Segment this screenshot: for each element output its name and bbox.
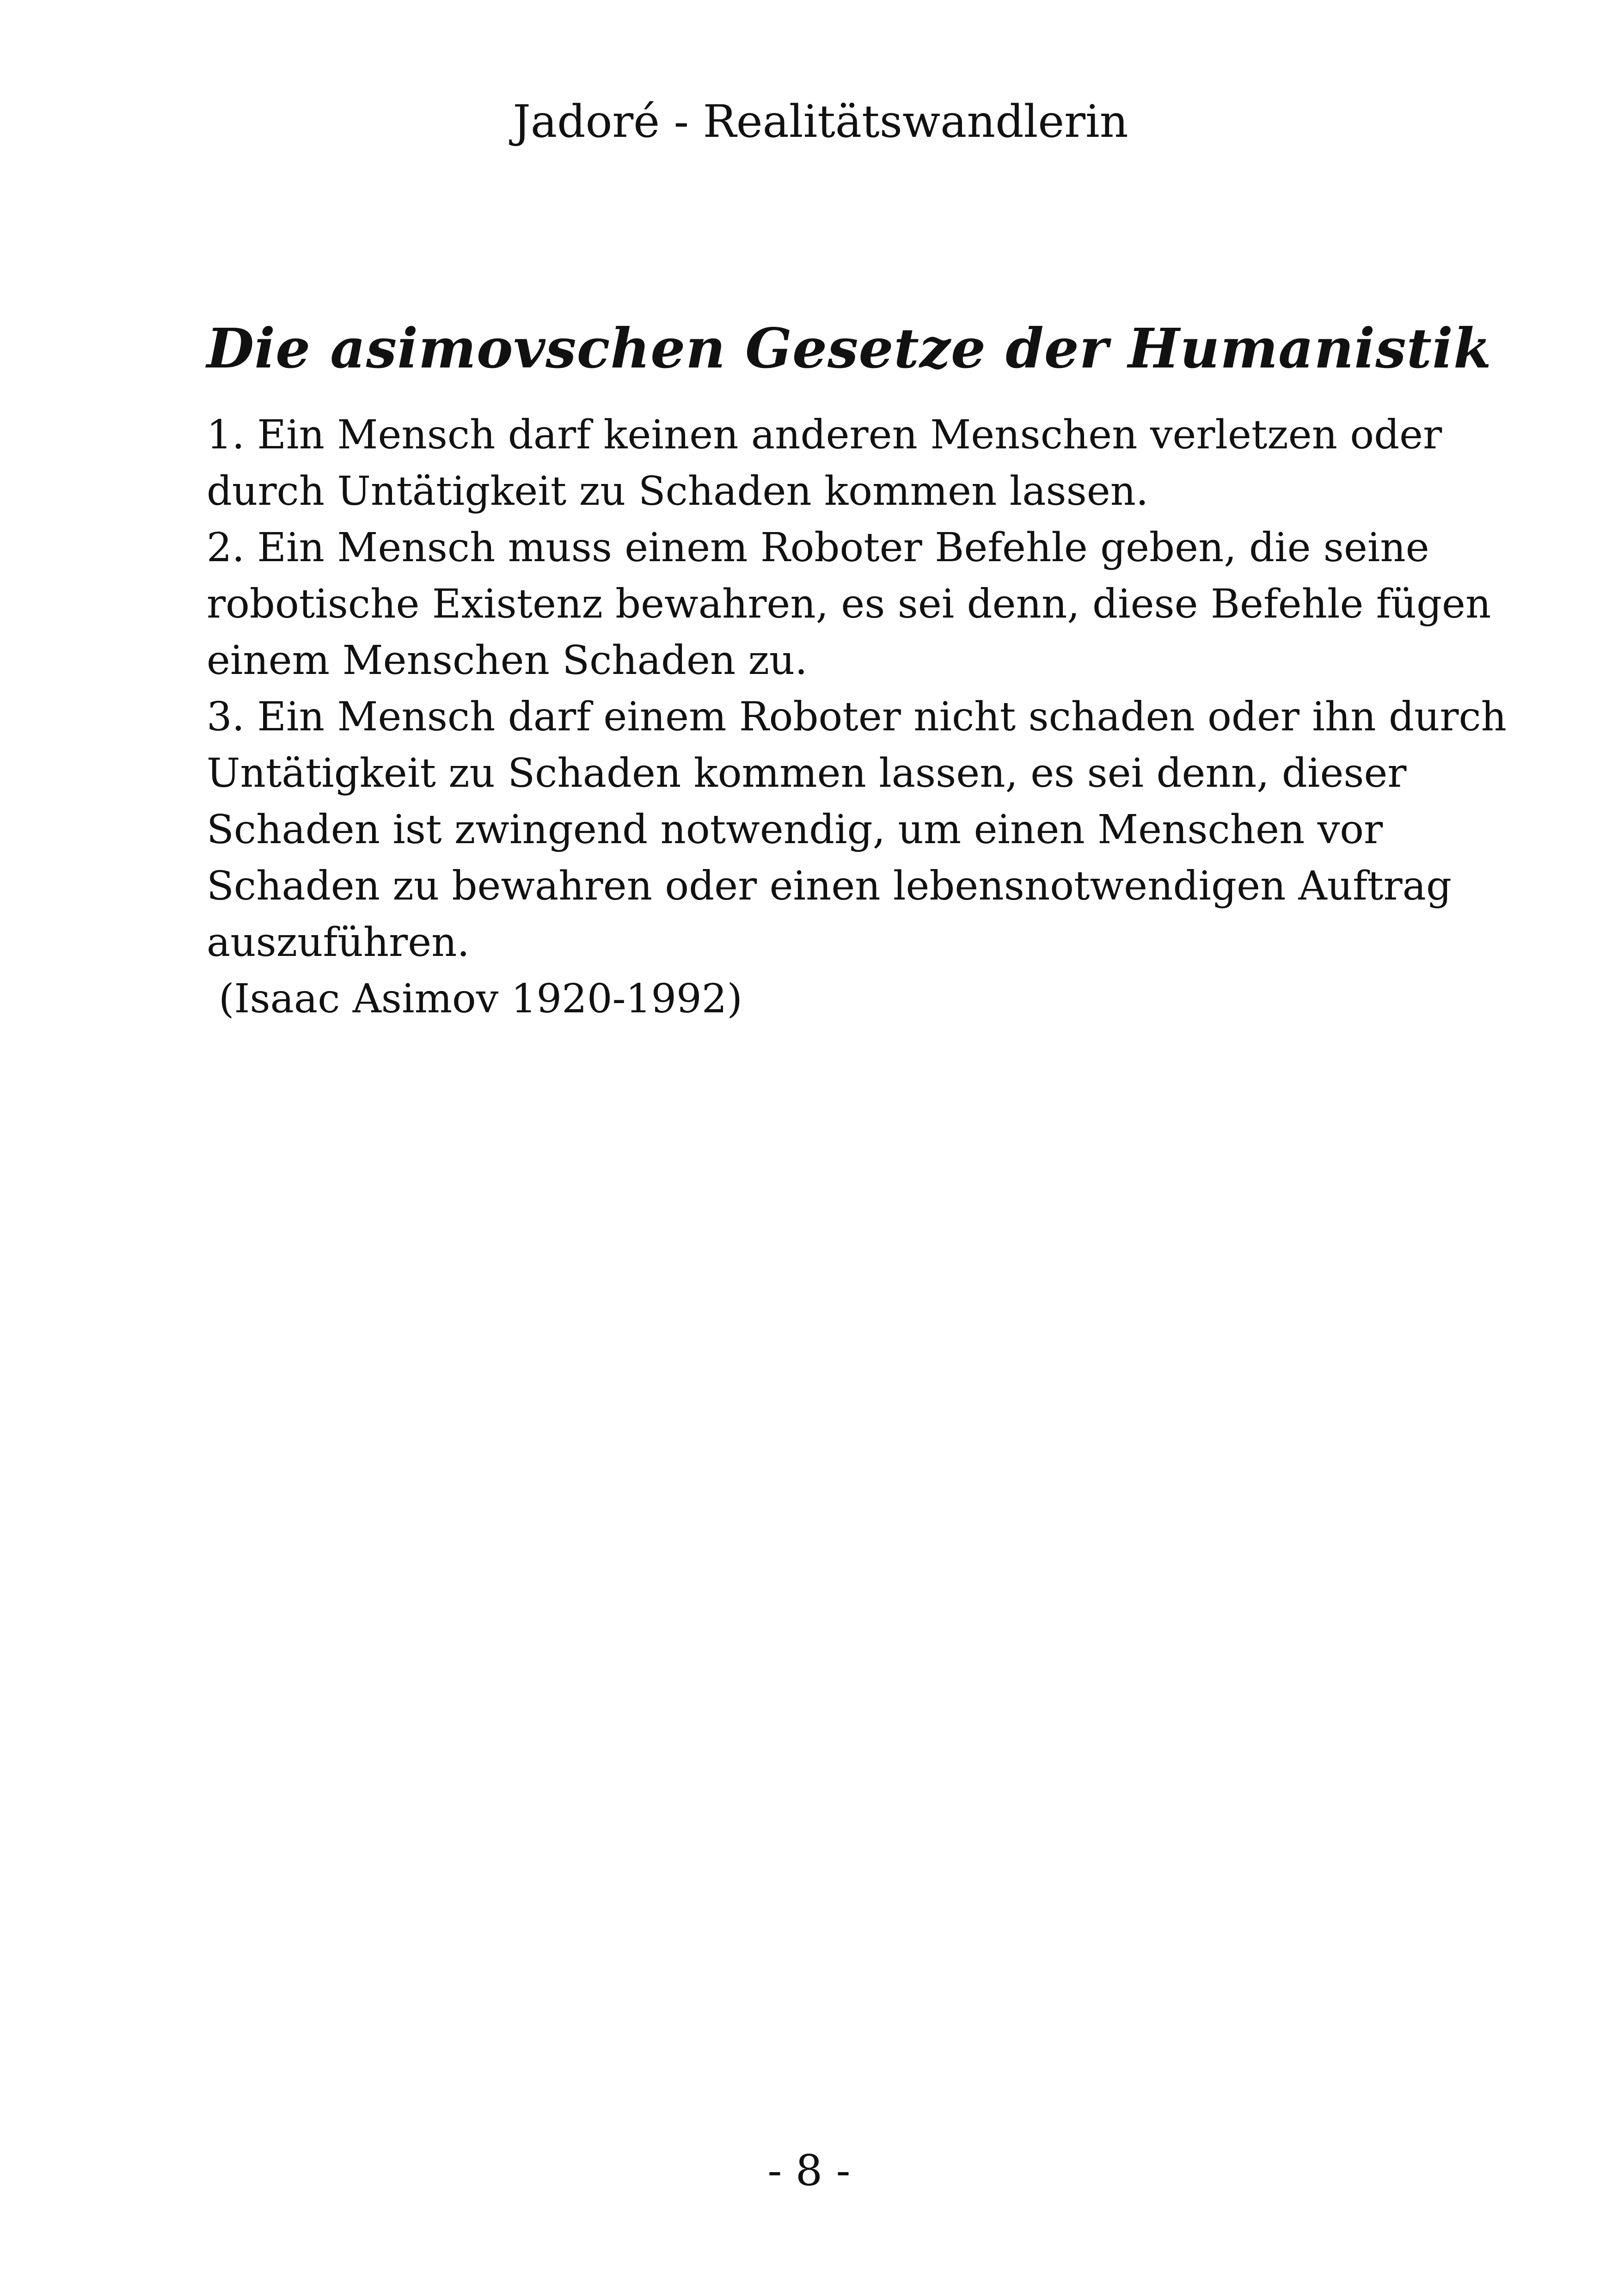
- body-line: Untätigkeit zu Schaden kommen lassen, es sei denn, dieser: [207, 750, 1407, 796]
- body-line: Schaden ist zwingend notwendig, um einen Menschen vor: [207, 807, 1383, 853]
- body-line: einem Menschen Schaden zu.: [207, 637, 808, 684]
- running-header: Jadoré - Realitätswandlerin: [513, 96, 1128, 147]
- body-line: robotische Existenz bewahren, es sei denn, diese Befehle fügen: [207, 581, 1491, 627]
- chapter-title: Die asimovschen Gesetze der Humanistik: [207, 316, 1492, 380]
- body-line: auszuführen.: [207, 919, 470, 966]
- page-number: - 8 -: [767, 2146, 851, 2195]
- body-line: 2. Ein Mensch muss einem Roboter Befehle geben, die seine: [207, 525, 1429, 571]
- body-line: 1. Ein Mensch darf keinen anderen Menschen verletzen oder: [207, 412, 1442, 458]
- body-line: 3. Ein Mensch darf einem Roboter nicht schaden oder ihn durch: [207, 694, 1507, 740]
- attribution: (Isaac Asimov 1920-1992): [219, 976, 743, 1022]
- body-line: durch Untätigkeit zu Schaden kommen lassen.: [207, 468, 1149, 514]
- body-line: Schaden zu bewahren oder einen lebensnotwendigen Auftrag: [207, 863, 1452, 909]
- body-text: [207, 407, 1507, 1027]
